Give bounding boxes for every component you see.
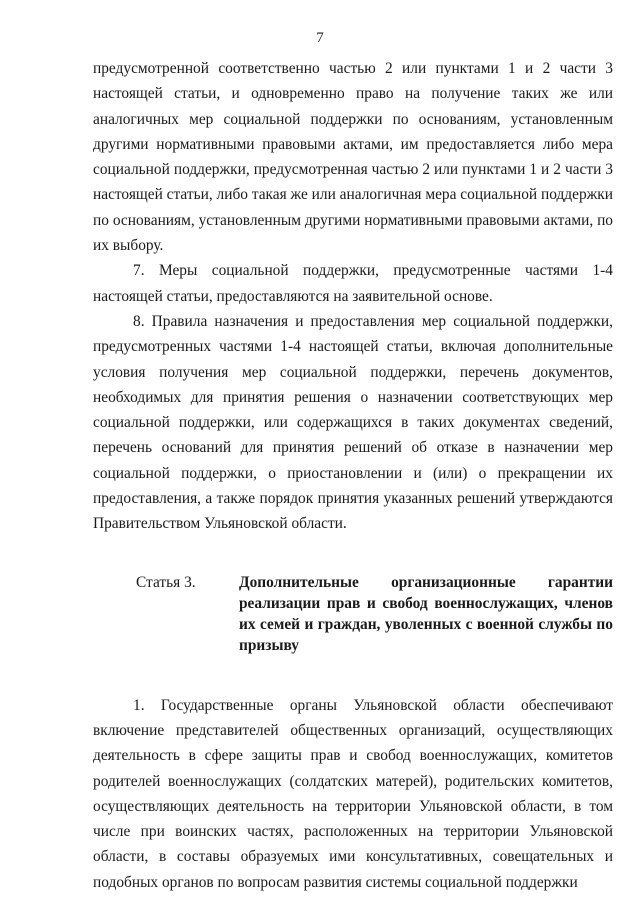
document-body bbox=[93, 56, 613, 895]
article-heading bbox=[93, 572, 613, 656]
article-paragraph-1: 1. Государственные органы Ульяновской области обеспечивают включение представителей общественных организаций, осуществляющих деятельность в сфере защиты прав и свобод военнослужащих, комитетов родителей военнослужащих (солдатских матерей), родительских комитетов, осуществляющих деятельность на территории Ульяновской области, в том числе при воинских частях, расположенных на территории Ульяновской области, в составы образуемых ими консультативных, совещательных и подобных органов по вопросам развития системы социальной поддержки bbox=[93, 696, 613, 891]
paragraph-8: 8. Правила назначения и предоставления мер социальной поддержки, предусмотренных частями 1-4 настоящей статьи, включая дополнительные условия получения мер социальной поддержки, перечень документов, необходимых для принятия решения о назначении соответствующих мер социальной поддержки, или содержащихся в таких документах сведений, перечень оснований для принятия решений об отказе в назначении мер социальной поддержки, о приостановлении и (или) о прекращении их предоставления, а также порядок принятия указанных решений утверждаются Правительством Ульяновской области. bbox=[93, 312, 613, 533]
paragraph-7: 7. Меры социальной поддержки, предусмотренные частями 1-4 настоящей статьи, предоставляются на заявительной основе. bbox=[93, 262, 613, 305]
page-number: 7 bbox=[316, 30, 324, 46]
article-title: Дополнительные организационные гарантии реализации прав и свобод военнослужащих, членов их семей и граждан, уволенных с военной службы по призыву bbox=[239, 573, 613, 654]
paragraph-continuation: предусмотренной соответственно частью 2 или пунктами 1 и 2 части 3 настоящей статьи, и одновременно право на получение таких же или аналогичных мер социальной поддержки по основаниям, установленным другими нормативными правовыми актами, им предоставляется либо мера социальной поддержки, предусмотренная частью 2 или пунктами 1 и 2 части 3 настоящей статьи, либо такая же или аналогичная мера социальной поддержки по основаниям, установленным другими нормативными правовыми актами, по их выбору. bbox=[93, 60, 614, 255]
article-label: Статья 3. bbox=[136, 573, 196, 591]
